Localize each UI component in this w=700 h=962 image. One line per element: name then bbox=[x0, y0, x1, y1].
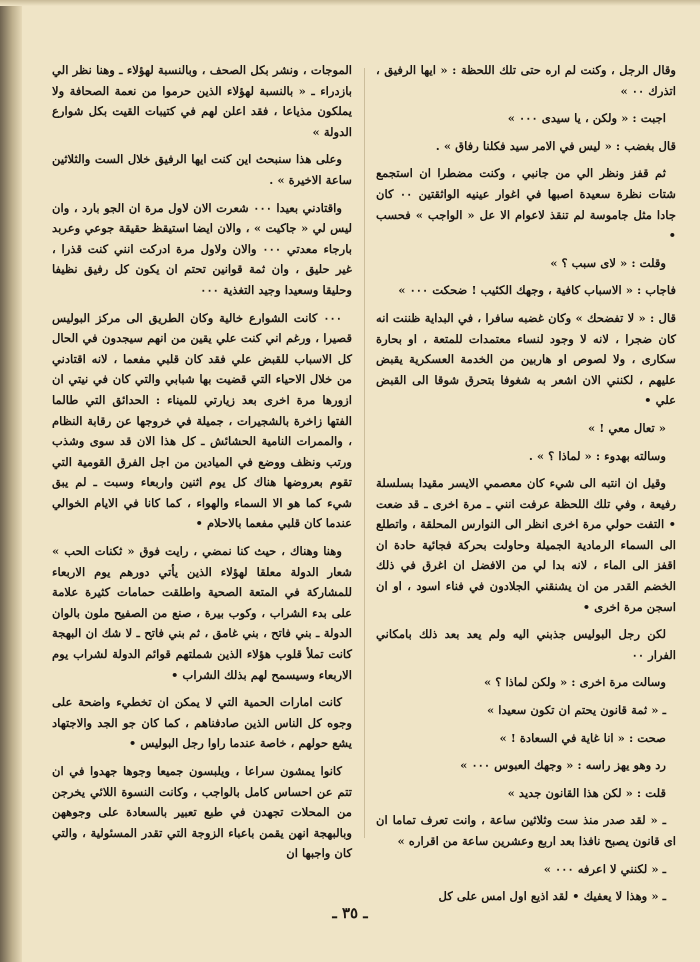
paragraph: رد وهو يهز راسه : « وجهك العبوس ٠٠٠ » bbox=[460, 758, 666, 773]
paragraph: واقتادني بعيدا ٠٠٠ شعرت الان لاول مرة ان الجو بارد ، وان ليس لي « جاكيت » ، والان ايضا استيقظ حقيقة جوعي وعربد بارجاء معدتي ٠٠٠ والان ولاول مرة ادركت انني كنت قذرا ، غير حليق ، وان ثمة قوانين تحتم ان يكون كل رفيق نظيفا وحليقا وسعيدا وجيد التغذية ٠٠٠ bbox=[52, 200, 352, 297]
paragraph: ثم قفز ونظر الي من جانبي ، وكنت مضطرا ان استجمع شتات نظرة سعيدة اصبها في اغوار عينيه الواثقتين ٠٠ كان جادا مثل جاموسة لم تنقذ لاعوام الا عل « الواجب » فحسب • bbox=[376, 166, 676, 243]
paragraph: ٠٠٠ كانت الشوارع خالية وكان الطريق الى مركز البوليس قصيرا ، ورغم اني كنت علي يقين من انهم سيجدون في الحال كل الاسباب للقبض علي فقد كان قلبي مفعما ، لانه اقتادني من خلال الاحياء التي قضيت بها شبابي والتي كان في نيتي ان ازورها مرة اخرى بعد زيارتي للميناء : الحدائق التي طالما الفتها زاخرة بالشجيرات ، جميلة في خروجها عن رقابة النظام ، والممرات النامية الحشائش ـ كل هذا الان قد سوى وشذب ورتب ونظف ووضع في الميادين من اجل الفرق القومية التي تقوم بعروضها هناك كل يوم اثنين واربعاء وسبت ـ لم يبق شيء كما هو الا السماء والهواء ، كما كانا في الايام الخوالي عندما كان قلبي مفعما بالاحلام • bbox=[52, 310, 352, 531]
text-column-left bbox=[52, 60, 352, 871]
paragraph: كانت امارات الحمية التي لا يمكن ان تخطيء واضحة على وجوه كل الناس الذين صادفناهم ، كما كان جو الجد والاجتهاد يشع حولهم ، خاصة عندما راوا رجل البوليس • bbox=[52, 695, 352, 751]
paragraph: قال : « لا تفضحك » وكان غضبه سافرا ، في البداية ظننت انه كان ضجرا ، لانه لا وجود لنساء معتمدات للمتعة ، او بحارة سكارى ، ولا لصوص او هاربين من الخدمة العسكرية يقبض عليهم ، لكنني الان اشعر به شغوفا بتحرق شوقا الى القبض علي • bbox=[376, 310, 676, 408]
paragraph: قال بغضب : « ليس في الامر سيد فكلنا رفاق » . bbox=[435, 138, 676, 153]
paragraph: « تعال معي ! » bbox=[588, 420, 666, 435]
paragraph: الموجات ، ونشر بكل الصحف ، وبالنسبة لهؤلاء ـ وهنا نظر الي بازدراء ـ « بالنسبة لهؤلاء الذين حرموا من نعمة الصحافة ولا يملكون مذياعا ، فقد اعلن لهم في كتيبات القيت بكل شوارع الدولة » bbox=[52, 63, 352, 139]
paragraph: ـ « لكنني لا اعرفه ٠٠٠ » bbox=[543, 861, 666, 876]
paragraph: وقيل ان انتبه الى شيء كان معصمي الايسر مقيدا بسلسلة رفيعة ، وفي تلك اللحظة عرفت انني ـ مرة اخرى ـ قد ضعت • التفت حولي مرة اخرى انظر الى النوارس المحلقة ، واتطلع الى السماء الرمادية الجميلة وحاولت بحركة فجائية حادة ان اقفز الى الماء ، لانه بدا لي من الافضل ان اغرق في ذلك الخضم القدر من ان يشنقني الجلادون في فناء اسود ، او ان اسجن مرة اخرى • bbox=[376, 476, 676, 614]
paragraph: ـ « لقد صدر منذ ست وثلاثين ساعة ، وانت تعرف تماما ان اى قانون يصبح نافذا بعد اربع وعشرين ساعة من اقراره » bbox=[376, 813, 676, 848]
paragraph: وسالته بهدوء : « لماذا ؟ » . bbox=[528, 448, 666, 463]
paragraph: ـ « وهذا لا يعفيك • لقد اذيع اول امس على كل bbox=[438, 889, 666, 904]
paragraph: وعلى هذا سنبحث اين كنت ايها الرفيق خلال الست والثلاثين ساعة الاخيرة » . bbox=[52, 152, 352, 187]
column-divider bbox=[364, 68, 365, 838]
paragraph: اجبت : « ولكن ، يا سيدى ٠٠٠ » bbox=[507, 111, 666, 126]
paragraph: وهنا وهناك ، حيث كنا نمضي ، رايت فوق « ثكنات الحب » شعار الدولة معلقا لهؤلاء الذين يأتي دورهم يوم الاربعاء للمشاركة في المتعة الصحية واطلقت حمامات كثيرة علامة على بدء الشراب ، وكوب بيرة ، صنع من الصفيح ملون بالوان الدولة ـ بني فاتح ، بني غامق ، ثم بني فاتح ـ لا شك ان البهجة كانت تملأ قلوب هؤلاء الذين شملتهم قوائم الدولة لشراب يوم الاربعاء وسيسمح لهم بذلك الشراب • bbox=[52, 544, 352, 682]
paragraph: وقلت : « لاى سبب ؟ » bbox=[550, 255, 666, 270]
text-column-right bbox=[376, 60, 676, 914]
paragraph: وسالت مرة اخرى : « ولكن لماذا ؟ » bbox=[483, 675, 666, 690]
paragraph: كانوا يمشون سراعا ، ويلبسون جميعا وجوها جهدوا في ان تتم عن احساس كامل بالواجب ، وكانت النسوة اللائي يخرجن من المحلات تجهدن في طبع تعبير بالسعادة على وجوههن وبالبهجة انهن يقمن باعباء الزوجة التي تقدر المسئولية ، والتي كان واجبها ان bbox=[52, 764, 352, 861]
paragraph: ـ « ثمة قانون يحتم ان تكون سعيدا » bbox=[486, 703, 666, 718]
paragraph: فاجاب : « الاسباب كافية ، وجهك الكئيب ! ضحكت ٠٠٠ » bbox=[398, 283, 676, 298]
page-binding-shadow bbox=[0, 0, 22, 962]
paragraph: وقال الرجل ، وكنت لم اره حتى تلك اللحظة : « ايها الرفيق ، اتذرك ٠٠ » bbox=[376, 63, 676, 98]
paragraph: قلت : « لكن هذا القانون جديد » bbox=[507, 785, 666, 800]
paragraph: لكن رجل البوليس جذبني اليه ولم يعد بعد ذلك بامكاني الفرار ٠٠ bbox=[376, 627, 676, 662]
paragraph: صحت : « انا غاية في السعادة ! » bbox=[499, 730, 666, 745]
page-top-edge bbox=[0, 0, 700, 6]
page-number: ـ ٣٥ ـ bbox=[332, 904, 368, 922]
